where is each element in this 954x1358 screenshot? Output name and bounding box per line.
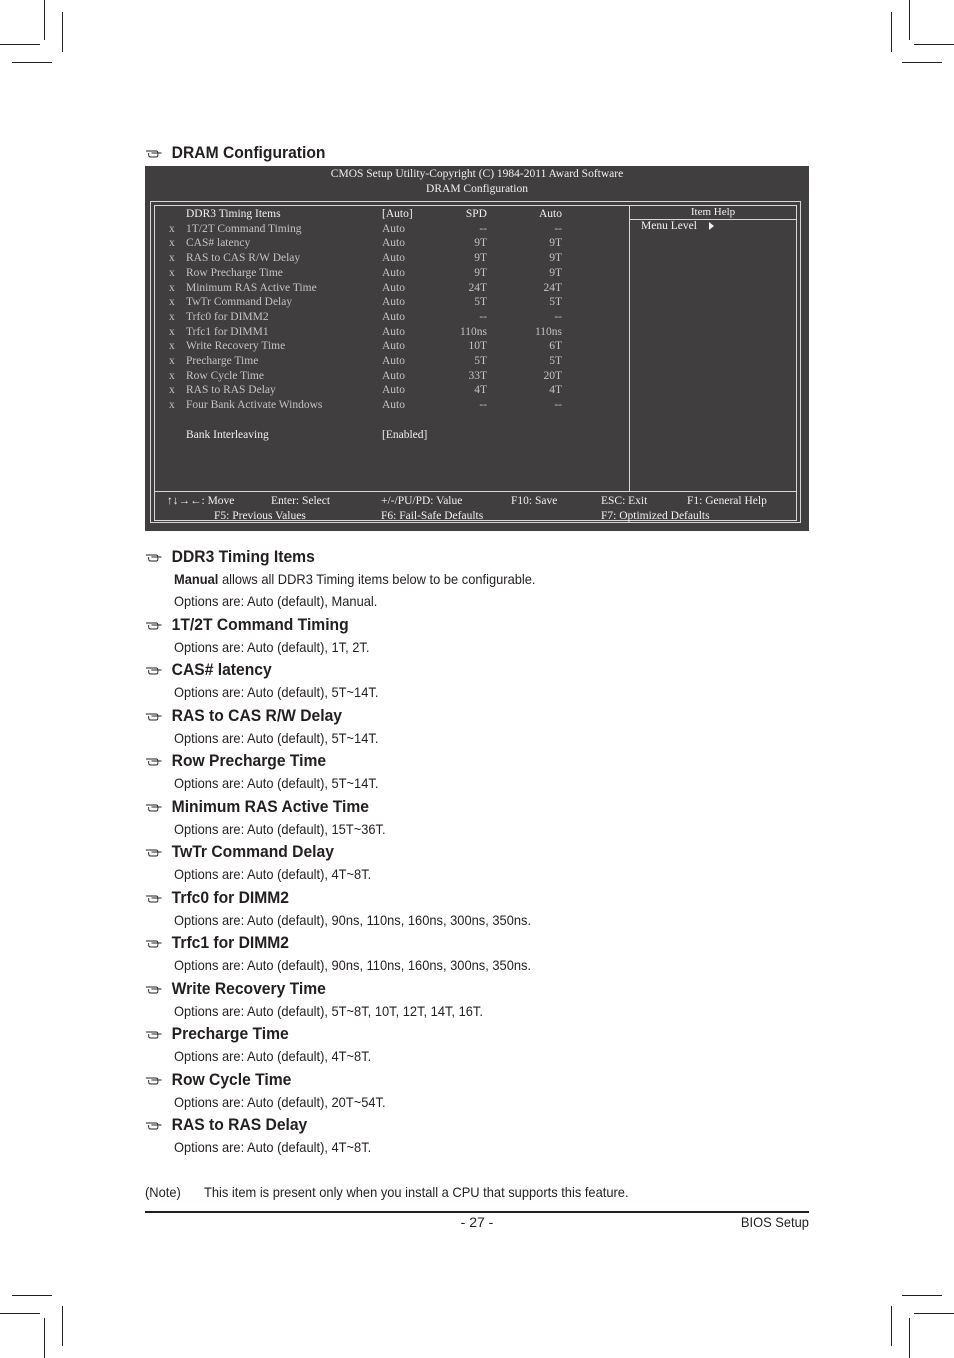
bios-item [155, 222, 625, 236]
item-value: Auto [382, 296, 405, 309]
item-name: CAS# latency [186, 237, 251, 250]
pointing-hand-icon [145, 755, 163, 767]
bios-item [155, 295, 625, 309]
item-spd: SPD [465, 208, 487, 220]
pointing-hand-icon [145, 619, 163, 631]
item-name: 1T/2T Command Timing [186, 222, 302, 235]
description-text: Options are: Auto (default), 4T~8T. [174, 1048, 372, 1064]
item-current: 5T [549, 296, 562, 309]
pointing-hand-icon [145, 937, 163, 949]
item-name: Write Recovery Time [186, 340, 286, 353]
pointing-hand-icon [145, 801, 163, 813]
item-current: 6T [549, 340, 562, 353]
disabled-marker: x [169, 252, 175, 265]
item-current: 20T [543, 369, 562, 382]
disabled-marker: x [169, 281, 175, 294]
description-text: Options are: Auto (default), 1T, 2T. [174, 638, 370, 655]
page-title [145, 143, 325, 163]
bios-item[interactable] [155, 207, 625, 221]
section-heading [145, 706, 342, 726]
section-heading [145, 751, 326, 771]
bios-copyright: CMOS Setup Utility-Copyright (C) 1984-2011 Award Software [330, 168, 624, 180]
disabled-marker: x [169, 399, 175, 412]
disabled-marker: x [169, 266, 175, 279]
bios-item [155, 383, 625, 397]
crop-mark [44, 0, 45, 40]
key-f6: F6: Fail-Safe Defaults [381, 510, 484, 522]
crop-mark [909, 1318, 910, 1358]
page-number: - 27 - [460, 1214, 494, 1230]
description-text: Options are: Auto (default), 5T~14T. [174, 729, 379, 746]
description-text: Options are: Auto (default), 5T~8T, 10T, 12T, 14T, 16T. [174, 1002, 483, 1019]
menu-level [641, 220, 714, 232]
bios-item [155, 266, 625, 280]
disabled-marker: x [169, 340, 175, 353]
crop-mark [0, 44, 40, 45]
description-text: Options are: Auto (default), 4T~8T. [174, 866, 372, 882]
section-title: CAS# latency [171, 660, 272, 679]
bios-item [155, 369, 625, 383]
triangle-right-icon [709, 222, 714, 230]
section-heading [145, 1070, 291, 1090]
item-current: 9T [549, 252, 562, 265]
disabled-marker: x [169, 237, 175, 250]
section-title: RAS to CAS R/W Delay [171, 705, 343, 725]
section-description [174, 866, 371, 882]
item-current: 4T [549, 384, 562, 397]
section-title: Row Precharge Time [171, 751, 327, 770]
key-f10: F10: Save [511, 495, 558, 507]
crop-mark [902, 1295, 942, 1296]
description-text: Options are: Auto (default), 90ns, 110ns, 160ns, 300ns, 350ns. [174, 911, 532, 928]
pointing-hand-icon [145, 551, 163, 563]
bios-outer-frame [150, 201, 801, 523]
bios-item-bank-interleaving[interactable] [155, 428, 625, 442]
section-description [174, 730, 378, 746]
pointing-hand-icon [145, 983, 163, 995]
bios-item [155, 251, 625, 265]
footer-rule [145, 1211, 809, 1213]
item-name: RAS to CAS R/W Delay [186, 252, 301, 265]
item-value[interactable]: [Enabled] [382, 429, 428, 441]
description-text: Options are: Auto (default), 5T~14T. [174, 684, 379, 700]
pointing-hand-icon [145, 664, 163, 676]
section-description [174, 1139, 371, 1155]
crop-mark [909, 0, 910, 40]
section-description [174, 571, 536, 587]
disabled-marker: x [169, 355, 175, 367]
description-keyword: Manual [174, 571, 219, 587]
item-name: DDR3 Timing Items [186, 208, 281, 220]
pointing-hand-icon [145, 1119, 163, 1131]
section-description [174, 684, 378, 700]
key-f7: F7: Optimized Defaults [601, 510, 710, 522]
bios-item [155, 236, 625, 250]
section-heading [145, 615, 349, 635]
item-name: Precharge Time [186, 355, 259, 367]
crop-mark [12, 62, 52, 63]
section-title: Precharge Time [171, 1024, 289, 1043]
section-heading [145, 797, 369, 817]
item-current: 24T [543, 281, 562, 294]
section-description [174, 593, 377, 609]
item-value: Auto [382, 266, 405, 279]
key-enter: Enter: Select [271, 495, 331, 507]
divider [155, 491, 796, 492]
key-f1: F1: General Help [687, 495, 767, 507]
item-name: RAS to RAS Delay [186, 384, 276, 397]
bios-item [155, 310, 625, 324]
item-current: 9T [549, 266, 562, 279]
disabled-marker: x [169, 222, 175, 235]
bios-item [155, 339, 625, 353]
section-heading [145, 1115, 307, 1135]
section-heading [145, 1024, 289, 1044]
section-heading [145, 842, 334, 862]
crop-mark [0, 1313, 40, 1314]
crop-mark [914, 44, 954, 45]
key-move: ↑↓→←: Move [167, 495, 235, 507]
pointing-hand-icon [145, 846, 163, 858]
key-esc: ESC: Exit [601, 495, 648, 507]
section-title: 1T/2T Command Timing [171, 614, 349, 634]
pointing-hand-icon [145, 147, 163, 159]
menu-level-label: Menu Level [641, 220, 697, 232]
crop-mark [902, 62, 942, 63]
item-current: Auto [539, 208, 562, 220]
description-text: allows all DDR3 Timing items below to be configurable. [218, 571, 536, 587]
item-value: Auto [382, 399, 405, 412]
crop-mark [62, 12, 63, 52]
crop-mark [44, 1318, 45, 1358]
footer-chapter: BIOS Setup [740, 1214, 809, 1230]
item-spd: 9T [474, 252, 487, 265]
item-spd: -- [479, 399, 487, 412]
description-text: Options are: Auto (default), 20T~54T. [174, 1093, 386, 1110]
item-spd: 4T [474, 384, 487, 397]
disabled-marker: x [169, 384, 175, 397]
item-spd: 110ns [459, 325, 487, 338]
item-current: -- [554, 399, 562, 412]
item-spd: 5T [474, 296, 487, 309]
section-title: Trfc1 for DIMM2 [171, 933, 290, 952]
item-name: Minimum RAS Active Time [186, 281, 317, 294]
bios-inner-frame [154, 205, 797, 521]
item-current: 110ns [534, 325, 562, 338]
note-text: This item is present only when you install a CPU that supports this feature. [204, 1184, 629, 1200]
key-f5: F5: Previous Values [214, 510, 306, 522]
section-title: DDR3 Timing Items [171, 547, 315, 566]
item-name: Row Precharge Time [186, 266, 283, 279]
description-text: Options are: Auto (default), 90ns, 110ns, 160ns, 300ns, 350ns. [174, 957, 532, 973]
crop-mark [62, 1306, 63, 1346]
item-spd: 33T [468, 369, 487, 382]
disabled-marker: x [169, 325, 175, 338]
item-value: Auto [382, 340, 405, 353]
item-value: Auto [382, 325, 405, 338]
section-heading [145, 979, 326, 999]
bios-item [155, 354, 625, 368]
section-description [174, 957, 531, 973]
item-current: 5T [549, 355, 562, 367]
crop-mark [12, 1295, 52, 1296]
item-spd: 9T [474, 237, 487, 250]
item-value: Auto [382, 281, 405, 294]
description-text: Options are: Auto (default), Manual. [174, 592, 378, 609]
bios-header [145, 166, 809, 197]
item-help-title: Item Help [690, 206, 736, 218]
disabled-marker: x [169, 369, 175, 382]
section-description [174, 821, 386, 837]
description-text: Options are: Auto (default), 5T~14T. [174, 775, 379, 791]
item-value: Auto [382, 310, 405, 323]
section-description [174, 775, 378, 791]
section-description [174, 912, 531, 928]
bios-screen [145, 166, 809, 531]
item-value: Auto [382, 355, 405, 367]
bios-item [155, 281, 625, 295]
item-value: Auto [382, 237, 405, 250]
item-value: Auto [382, 369, 405, 382]
section-heading [145, 933, 289, 953]
item-name: Trfc0 for DIMM2 [186, 310, 269, 323]
pointing-hand-icon [145, 710, 163, 722]
crop-mark [891, 1306, 892, 1346]
item-current: 9T [549, 237, 562, 250]
item-value[interactable]: [Auto] [382, 208, 413, 220]
section-title: Row Cycle Time [171, 1069, 292, 1089]
section-title: Write Recovery Time [171, 978, 326, 998]
section-heading [145, 660, 272, 680]
bios-item [155, 398, 625, 412]
item-spd: 9T [474, 266, 487, 279]
item-value: Auto [382, 252, 405, 265]
bios-item [155, 325, 625, 339]
item-spd: 24T [468, 281, 487, 294]
note-label: (Note) [145, 1184, 181, 1200]
section-description [174, 1003, 483, 1019]
item-name: Row Cycle Time [186, 369, 264, 382]
item-value: Auto [382, 384, 405, 397]
item-name: TwTr Command Delay [186, 296, 293, 309]
disabled-marker: x [169, 310, 175, 323]
item-name: Four Bank Activate Windows [186, 399, 323, 412]
section-description [174, 639, 369, 655]
section-heading [145, 547, 315, 567]
section-title: TwTr Command Delay [171, 842, 334, 861]
section-description [174, 1094, 386, 1110]
disabled-marker: x [169, 296, 175, 309]
section-title: Trfc0 for DIMM2 [171, 887, 290, 907]
item-name: Trfc1 for DIMM1 [186, 325, 269, 338]
item-spd: -- [479, 310, 487, 323]
item-spd: -- [479, 222, 487, 235]
description-text: Options are: Auto (default), 15T~36T. [174, 820, 386, 837]
item-current: -- [554, 222, 562, 235]
item-name: Bank Interleaving [186, 429, 269, 441]
crop-mark [914, 1313, 954, 1314]
divider [629, 206, 630, 491]
page-title-text: DRAM Configuration [171, 143, 326, 162]
item-current: -- [554, 310, 562, 323]
pointing-hand-icon [145, 892, 163, 904]
section-heading [145, 888, 289, 908]
key-value: +/-/PU/PD: Value [381, 495, 463, 507]
section-title: Minimum RAS Active Time [171, 796, 369, 816]
section-title: RAS to RAS Delay [171, 1115, 308, 1134]
description-text: Options are: Auto (default), 4T~8T. [174, 1139, 372, 1155]
pointing-hand-icon [145, 1028, 163, 1040]
crop-mark [891, 12, 892, 52]
pointing-hand-icon [145, 1074, 163, 1086]
item-value: Auto [382, 222, 405, 235]
item-spd: 5T [474, 355, 487, 367]
item-spd: 10T [468, 340, 487, 353]
section-description [174, 1048, 371, 1064]
bios-menu-title: DRAM Configuration [426, 183, 528, 195]
